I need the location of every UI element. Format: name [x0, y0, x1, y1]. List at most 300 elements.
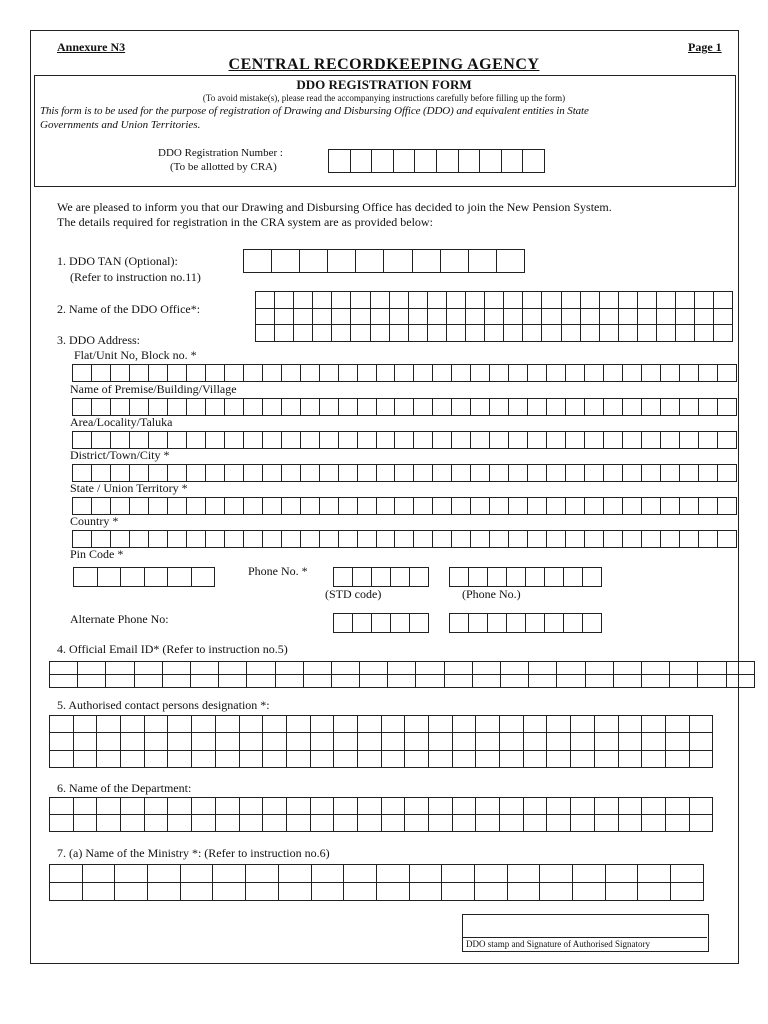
- char-box[interactable]: [680, 498, 699, 515]
- char-box[interactable]: [395, 531, 414, 548]
- char-box[interactable]: [294, 325, 313, 342]
- char-box[interactable]: [376, 465, 395, 482]
- char-box[interactable]: [256, 308, 275, 325]
- char-box[interactable]: [604, 399, 623, 416]
- char-box[interactable]: [408, 292, 427, 309]
- char-box[interactable]: [353, 614, 372, 633]
- char-box[interactable]: [224, 498, 243, 515]
- char-box[interactable]: [571, 750, 595, 767]
- char-box[interactable]: [573, 883, 606, 901]
- char-box[interactable]: [585, 465, 604, 482]
- char-box[interactable]: [642, 531, 661, 548]
- char-box[interactable]: [334, 815, 358, 832]
- char-box[interactable]: [319, 498, 338, 515]
- char-box[interactable]: [452, 733, 476, 750]
- char-box[interactable]: [334, 750, 358, 767]
- char-box[interactable]: [357, 750, 381, 767]
- char-box[interactable]: [469, 614, 488, 633]
- char-box[interactable]: [262, 498, 281, 515]
- char-box[interactable]: [91, 399, 110, 416]
- char-box[interactable]: [476, 750, 500, 767]
- char-box[interactable]: [129, 465, 148, 482]
- char-box[interactable]: [485, 292, 504, 309]
- char-box[interactable]: [476, 798, 500, 815]
- char-box[interactable]: [91, 498, 110, 515]
- char-box[interactable]: [405, 733, 429, 750]
- char-box[interactable]: [564, 568, 583, 587]
- char-box[interactable]: [395, 498, 414, 515]
- char-box[interactable]: [370, 325, 389, 342]
- char-box[interactable]: [542, 308, 561, 325]
- char-box[interactable]: [540, 865, 573, 883]
- char-box[interactable]: [717, 365, 736, 382]
- char-box[interactable]: [381, 815, 405, 832]
- char-box[interactable]: [414, 365, 433, 382]
- char-box[interactable]: [509, 399, 528, 416]
- char-box[interactable]: [618, 716, 642, 733]
- char-box[interactable]: [224, 465, 243, 482]
- char-box[interactable]: [450, 614, 469, 633]
- char-box[interactable]: [205, 531, 224, 548]
- char-box[interactable]: [689, 798, 713, 815]
- char-box[interactable]: [485, 325, 504, 342]
- char-box[interactable]: [73, 465, 92, 482]
- char-box[interactable]: [504, 292, 523, 309]
- char-box[interactable]: [360, 675, 388, 688]
- char-box[interactable]: [698, 432, 717, 449]
- char-box[interactable]: [594, 815, 618, 832]
- char-box[interactable]: [74, 568, 98, 587]
- char-box[interactable]: [332, 292, 351, 309]
- char-box[interactable]: [376, 865, 409, 883]
- char-box[interactable]: [488, 568, 507, 587]
- char-box[interactable]: [243, 432, 262, 449]
- char-box[interactable]: [698, 365, 717, 382]
- char-box[interactable]: [547, 815, 571, 832]
- char-box[interactable]: [547, 465, 566, 482]
- char-box[interactable]: [641, 662, 669, 675]
- char-box[interactable]: [286, 716, 310, 733]
- char-box[interactable]: [351, 325, 370, 342]
- char-box[interactable]: [476, 733, 500, 750]
- char-box[interactable]: [180, 865, 213, 883]
- char-box[interactable]: [638, 865, 671, 883]
- char-box[interactable]: [599, 308, 618, 325]
- char-box[interactable]: [642, 798, 666, 815]
- char-box[interactable]: [501, 675, 529, 688]
- char-box[interactable]: [501, 150, 523, 173]
- char-box[interactable]: [642, 716, 666, 733]
- char-box[interactable]: [319, 399, 338, 416]
- char-box[interactable]: [281, 365, 300, 382]
- char-box[interactable]: [110, 399, 129, 416]
- char-box[interactable]: [637, 325, 656, 342]
- char-box[interactable]: [580, 308, 599, 325]
- char-box[interactable]: [246, 865, 279, 883]
- char-box[interactable]: [205, 432, 224, 449]
- char-box[interactable]: [466, 325, 485, 342]
- char-box[interactable]: [186, 531, 205, 548]
- char-box[interactable]: [286, 815, 310, 832]
- char-box[interactable]: [665, 815, 689, 832]
- char-box[interactable]: [676, 292, 695, 309]
- char-box[interactable]: [670, 675, 698, 688]
- char-box[interactable]: [500, 716, 524, 733]
- char-box[interactable]: [167, 365, 186, 382]
- char-box[interactable]: [452, 432, 471, 449]
- char-box[interactable]: [50, 733, 74, 750]
- char-box[interactable]: [168, 815, 192, 832]
- char-box[interactable]: [357, 716, 381, 733]
- char-box[interactable]: [542, 292, 561, 309]
- char-box[interactable]: [275, 292, 294, 309]
- char-box[interactable]: [148, 531, 167, 548]
- char-box[interactable]: [416, 675, 444, 688]
- char-box[interactable]: [583, 614, 602, 633]
- char-box[interactable]: [547, 531, 566, 548]
- char-box[interactable]: [680, 365, 699, 382]
- char-box[interactable]: [472, 662, 500, 675]
- char-box[interactable]: [594, 798, 618, 815]
- ministry-boxes[interactable]: [49, 864, 704, 901]
- char-box[interactable]: [110, 432, 129, 449]
- char-box[interactable]: [148, 498, 167, 515]
- char-box[interactable]: [244, 250, 272, 273]
- char-box[interactable]: [500, 815, 524, 832]
- char-box[interactable]: [395, 365, 414, 382]
- char-box[interactable]: [405, 798, 429, 815]
- char-box[interactable]: [547, 716, 571, 733]
- char-box[interactable]: [263, 733, 287, 750]
- char-box[interactable]: [433, 465, 452, 482]
- char-box[interactable]: [281, 399, 300, 416]
- char-box[interactable]: [408, 325, 427, 342]
- char-box[interactable]: [300, 365, 319, 382]
- char-box[interactable]: [344, 865, 377, 883]
- char-box[interactable]: [594, 733, 618, 750]
- char-box[interactable]: [393, 150, 415, 173]
- char-box[interactable]: [656, 308, 675, 325]
- char-box[interactable]: [444, 675, 472, 688]
- char-box[interactable]: [523, 733, 547, 750]
- email-boxes[interactable]: [49, 661, 755, 688]
- char-box[interactable]: [656, 292, 675, 309]
- char-box[interactable]: [313, 308, 332, 325]
- char-box[interactable]: [695, 325, 714, 342]
- char-box[interactable]: [490, 531, 509, 548]
- std-code-boxes[interactable]: [333, 567, 429, 587]
- char-box[interactable]: [689, 750, 713, 767]
- char-box[interactable]: [205, 465, 224, 482]
- char-box[interactable]: [528, 531, 547, 548]
- char-box[interactable]: [623, 465, 642, 482]
- char-box[interactable]: [414, 432, 433, 449]
- char-box[interactable]: [310, 750, 334, 767]
- char-box[interactable]: [129, 399, 148, 416]
- char-box[interactable]: [121, 815, 145, 832]
- char-box[interactable]: [446, 292, 465, 309]
- char-box[interactable]: [376, 498, 395, 515]
- char-box[interactable]: [471, 399, 490, 416]
- char-box[interactable]: [500, 750, 524, 767]
- char-box[interactable]: [623, 399, 642, 416]
- char-box[interactable]: [490, 432, 509, 449]
- char-box[interactable]: [148, 365, 167, 382]
- char-box[interactable]: [219, 675, 247, 688]
- char-box[interactable]: [73, 798, 97, 815]
- char-box[interactable]: [338, 365, 357, 382]
- char-box[interactable]: [239, 750, 263, 767]
- char-box[interactable]: [331, 662, 359, 675]
- char-box[interactable]: [329, 150, 351, 173]
- char-box[interactable]: [509, 432, 528, 449]
- char-box[interactable]: [637, 308, 656, 325]
- char-box[interactable]: [115, 883, 148, 901]
- char-box[interactable]: [91, 465, 110, 482]
- char-box[interactable]: [256, 325, 275, 342]
- char-box[interactable]: [73, 432, 92, 449]
- char-box[interactable]: [680, 432, 699, 449]
- char-box[interactable]: [334, 716, 358, 733]
- char-box[interactable]: [73, 498, 92, 515]
- char-box[interactable]: [243, 498, 262, 515]
- char-box[interactable]: [319, 432, 338, 449]
- char-box[interactable]: [408, 308, 427, 325]
- office-name-boxes[interactable]: [255, 291, 733, 342]
- char-box[interactable]: [134, 675, 162, 688]
- char-box[interactable]: [167, 531, 186, 548]
- char-box[interactable]: [689, 733, 713, 750]
- char-box[interactable]: [391, 568, 410, 587]
- char-box[interactable]: [391, 614, 410, 633]
- flat-boxes[interactable]: [72, 364, 737, 382]
- char-box[interactable]: [414, 498, 433, 515]
- char-box[interactable]: [571, 815, 595, 832]
- char-box[interactable]: [219, 662, 247, 675]
- char-box[interactable]: [110, 531, 129, 548]
- char-box[interactable]: [442, 865, 475, 883]
- district-boxes[interactable]: [72, 464, 737, 482]
- char-box[interactable]: [121, 798, 145, 815]
- char-box[interactable]: [623, 432, 642, 449]
- char-box[interactable]: [471, 365, 490, 382]
- char-box[interactable]: [528, 465, 547, 482]
- char-box[interactable]: [186, 465, 205, 482]
- char-box[interactable]: [162, 662, 190, 675]
- char-box[interactable]: [557, 662, 585, 675]
- char-box[interactable]: [224, 432, 243, 449]
- char-box[interactable]: [310, 815, 334, 832]
- char-box[interactable]: [281, 531, 300, 548]
- area-boxes[interactable]: [72, 431, 737, 449]
- char-box[interactable]: [162, 675, 190, 688]
- char-box[interactable]: [665, 750, 689, 767]
- char-box[interactable]: [144, 568, 168, 587]
- char-box[interactable]: [262, 465, 281, 482]
- char-box[interactable]: [338, 498, 357, 515]
- char-box[interactable]: [180, 883, 213, 901]
- reg-number-boxes[interactable]: [328, 149, 545, 173]
- char-box[interactable]: [446, 325, 465, 342]
- char-box[interactable]: [281, 498, 300, 515]
- char-box[interactable]: [73, 815, 97, 832]
- char-box[interactable]: [50, 815, 74, 832]
- char-box[interactable]: [215, 798, 239, 815]
- char-box[interactable]: [573, 865, 606, 883]
- char-box[interactable]: [148, 399, 167, 416]
- char-box[interactable]: [192, 815, 216, 832]
- char-box[interactable]: [376, 399, 395, 416]
- char-box[interactable]: [547, 399, 566, 416]
- char-box[interactable]: [97, 750, 121, 767]
- char-box[interactable]: [168, 716, 192, 733]
- char-box[interactable]: [144, 798, 168, 815]
- char-box[interactable]: [698, 662, 726, 675]
- char-box[interactable]: [129, 365, 148, 382]
- char-box[interactable]: [594, 750, 618, 767]
- char-box[interactable]: [381, 750, 405, 767]
- char-box[interactable]: [78, 662, 106, 675]
- char-box[interactable]: [356, 250, 384, 273]
- char-box[interactable]: [381, 716, 405, 733]
- char-box[interactable]: [192, 733, 216, 750]
- char-box[interactable]: [642, 399, 661, 416]
- char-box[interactable]: [300, 498, 319, 515]
- char-box[interactable]: [623, 531, 642, 548]
- char-box[interactable]: [106, 675, 134, 688]
- char-box[interactable]: [82, 865, 115, 883]
- char-box[interactable]: [381, 798, 405, 815]
- char-box[interactable]: [97, 568, 121, 587]
- char-box[interactable]: [168, 568, 192, 587]
- char-box[interactable]: [344, 883, 377, 901]
- char-box[interactable]: [547, 798, 571, 815]
- char-box[interactable]: [186, 365, 205, 382]
- char-box[interactable]: [545, 568, 564, 587]
- char-box[interactable]: [433, 365, 452, 382]
- char-box[interactable]: [466, 292, 485, 309]
- char-box[interactable]: [507, 883, 540, 901]
- char-box[interactable]: [561, 292, 580, 309]
- char-box[interactable]: [334, 614, 353, 633]
- char-box[interactable]: [388, 675, 416, 688]
- char-box[interactable]: [500, 733, 524, 750]
- char-box[interactable]: [338, 432, 357, 449]
- char-box[interactable]: [300, 432, 319, 449]
- char-box[interactable]: [665, 798, 689, 815]
- char-box[interactable]: [190, 662, 218, 675]
- char-box[interactable]: [246, 883, 279, 901]
- char-box[interactable]: [507, 865, 540, 883]
- char-box[interactable]: [561, 308, 580, 325]
- char-box[interactable]: [50, 716, 74, 733]
- char-box[interactable]: [642, 815, 666, 832]
- char-box[interactable]: [490, 365, 509, 382]
- char-box[interactable]: [623, 498, 642, 515]
- char-box[interactable]: [395, 399, 414, 416]
- char-box[interactable]: [689, 716, 713, 733]
- char-box[interactable]: [205, 498, 224, 515]
- char-box[interactable]: [97, 733, 121, 750]
- char-box[interactable]: [82, 883, 115, 901]
- char-box[interactable]: [580, 292, 599, 309]
- char-box[interactable]: [167, 432, 186, 449]
- char-box[interactable]: [504, 308, 523, 325]
- char-box[interactable]: [618, 733, 642, 750]
- char-box[interactable]: [243, 399, 262, 416]
- char-box[interactable]: [689, 815, 713, 832]
- char-box[interactable]: [500, 798, 524, 815]
- char-box[interactable]: [480, 150, 502, 173]
- char-box[interactable]: [412, 250, 440, 273]
- char-box[interactable]: [215, 716, 239, 733]
- char-box[interactable]: [618, 325, 637, 342]
- char-box[interactable]: [717, 465, 736, 482]
- char-box[interactable]: [416, 662, 444, 675]
- char-box[interactable]: [604, 465, 623, 482]
- char-box[interactable]: [213, 865, 246, 883]
- char-box[interactable]: [680, 531, 699, 548]
- char-box[interactable]: [409, 883, 442, 901]
- char-box[interactable]: [357, 733, 381, 750]
- char-box[interactable]: [313, 325, 332, 342]
- char-box[interactable]: [433, 399, 452, 416]
- char-box[interactable]: [395, 432, 414, 449]
- char-box[interactable]: [523, 308, 542, 325]
- char-box[interactable]: [547, 432, 566, 449]
- char-box[interactable]: [585, 399, 604, 416]
- char-box[interactable]: [714, 325, 733, 342]
- char-box[interactable]: [618, 750, 642, 767]
- char-box[interactable]: [300, 465, 319, 482]
- char-box[interactable]: [186, 399, 205, 416]
- char-box[interactable]: [215, 815, 239, 832]
- char-box[interactable]: [376, 432, 395, 449]
- char-box[interactable]: [468, 250, 496, 273]
- char-box[interactable]: [239, 798, 263, 815]
- char-box[interactable]: [433, 498, 452, 515]
- char-box[interactable]: [205, 399, 224, 416]
- char-box[interactable]: [275, 675, 303, 688]
- char-box[interactable]: [338, 465, 357, 482]
- char-box[interactable]: [334, 733, 358, 750]
- char-box[interactable]: [415, 150, 437, 173]
- char-box[interactable]: [263, 716, 287, 733]
- char-box[interactable]: [523, 798, 547, 815]
- char-box[interactable]: [192, 750, 216, 767]
- char-box[interactable]: [275, 662, 303, 675]
- char-box[interactable]: [523, 815, 547, 832]
- char-box[interactable]: [319, 465, 338, 482]
- char-box[interactable]: [717, 498, 736, 515]
- char-box[interactable]: [571, 733, 595, 750]
- char-box[interactable]: [507, 614, 526, 633]
- char-box[interactable]: [618, 308, 637, 325]
- char-box[interactable]: [263, 798, 287, 815]
- char-box[interactable]: [381, 733, 405, 750]
- char-box[interactable]: [547, 750, 571, 767]
- char-box[interactable]: [389, 292, 408, 309]
- char-box[interactable]: [670, 662, 698, 675]
- char-box[interactable]: [50, 798, 74, 815]
- char-box[interactable]: [91, 432, 110, 449]
- char-box[interactable]: [224, 365, 243, 382]
- char-box[interactable]: [281, 432, 300, 449]
- char-box[interactable]: [427, 325, 446, 342]
- char-box[interactable]: [472, 675, 500, 688]
- char-box[interactable]: [618, 815, 642, 832]
- char-box[interactable]: [436, 150, 458, 173]
